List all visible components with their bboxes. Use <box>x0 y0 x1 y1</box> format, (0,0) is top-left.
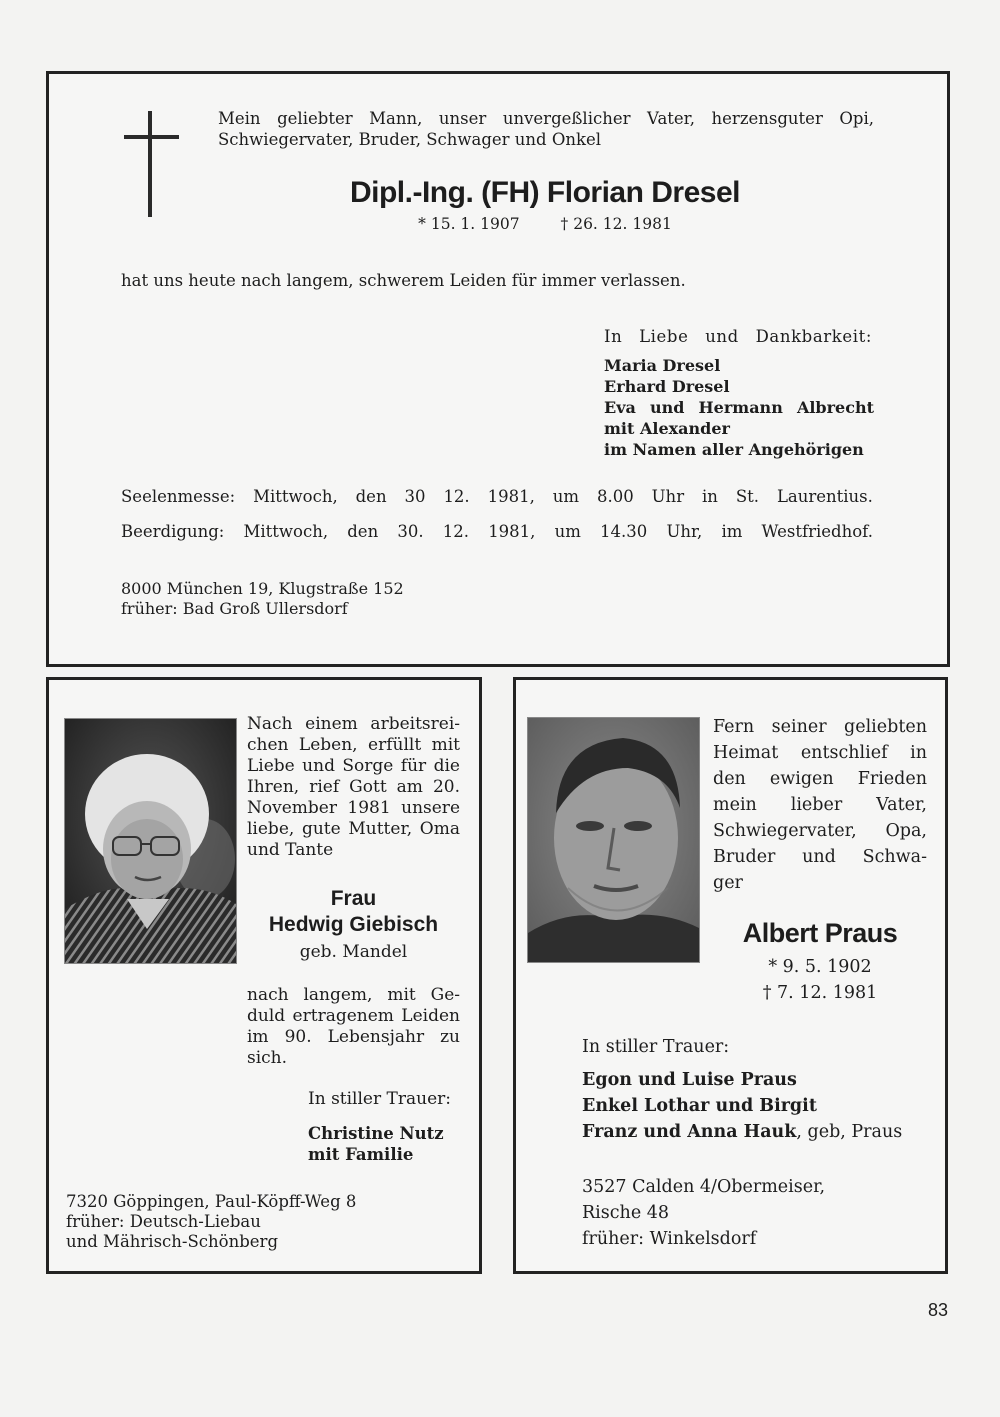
requiem-mass-line <box>121 487 873 506</box>
text-line: Ihren, rief Gott am 20. <box>247 777 460 797</box>
text-line: Bruder und Schwa- <box>713 847 927 867</box>
text-line: ger <box>713 873 743 893</box>
mourner: im Namen aller Angehörigen <box>604 440 864 459</box>
text-line: sich. <box>247 1048 288 1068</box>
service-word: 12. <box>442 522 470 541</box>
text-line: chen Leben, erfüllt mit <box>247 735 460 755</box>
mourner: Erhard Dresel <box>604 377 730 396</box>
mourner-name: Franz und Anna Hauk <box>582 1122 797 1142</box>
maiden-name: geb. Mandel <box>299 942 408 962</box>
intro-line: Schwiegervater, Bruder, Schwager und Onkel <box>218 130 602 149</box>
death-date: † 26. 12. 1981 <box>560 215 672 233</box>
mourner-name: Egon und Luise Praus <box>582 1070 797 1090</box>
service-word: 12. <box>443 487 470 506</box>
intro-line: Mein geliebter Mann, unser unvergeßlicher Vater, herzensguter Opi, <box>218 109 874 128</box>
service-word: 30 <box>404 487 426 506</box>
text-line: November 1981 unsere <box>247 798 460 818</box>
praus-intro <box>713 714 927 896</box>
service-word: um <box>554 522 581 541</box>
address-block <box>582 1174 825 1252</box>
service-word: Uhr <box>651 487 685 506</box>
deceased-name: Hedwig Giebisch <box>268 913 439 936</box>
deceased-name: Albert Praus <box>742 918 898 948</box>
address-line: früher: Deutsch-Liebau <box>66 1212 261 1231</box>
service-word: den <box>355 487 387 506</box>
mourner <box>582 1119 902 1145</box>
service-word: Westfriedhof. <box>761 522 873 541</box>
thanks-heading: In Liebe und Dankbarkeit: <box>604 327 872 346</box>
giebisch-intro <box>247 714 460 861</box>
service-word: 14.30 <box>600 522 648 541</box>
service-word: St. <box>735 487 760 506</box>
address-line: früher: Bad Groß Ullersdorf <box>121 599 348 618</box>
mourner-name: Enkel Lothar und Birgit <box>582 1096 817 1116</box>
mourning-heading: In stiller Trauer: <box>582 1037 730 1057</box>
giebisch-statement <box>247 985 460 1069</box>
cross-icon-bar <box>124 135 179 139</box>
text-line: und Tante <box>247 840 334 860</box>
intro-text <box>218 108 874 150</box>
text-line: liebe, gute Mutter, Oma <box>247 819 460 839</box>
text-line: duld ertragenem Leiden <box>247 1006 460 1026</box>
service-word: Mittwoch, <box>243 522 329 541</box>
page-number: 83 <box>927 1300 948 1320</box>
mourner <box>582 1067 902 1093</box>
address-line: 3527 Calden 4/Obermeiser, <box>582 1177 826 1197</box>
portrait-photo-giebisch <box>64 718 237 964</box>
woman-portrait-icon <box>65 719 236 963</box>
birth-date: * 15. 1. 1907 <box>418 215 520 233</box>
service-word: Seelenmesse: <box>121 487 236 506</box>
life-dates <box>200 215 890 233</box>
mourner: Christine Nutz <box>308 1124 444 1143</box>
address-block <box>121 579 404 619</box>
service-word: Uhr, <box>666 522 703 541</box>
text-line: mein lieber Vater, <box>713 795 927 815</box>
text-line: Schwiegervater, Opa, <box>713 821 927 841</box>
portrait-photo-praus <box>527 717 700 963</box>
title-prefix: Frau <box>330 887 377 910</box>
address-line: 7320 Göppingen, Paul-Köpff-Weg 8 <box>66 1192 357 1211</box>
address-block <box>66 1192 356 1252</box>
mourners-list <box>604 355 874 460</box>
address-line: früher: Winkelsdorf <box>582 1229 757 1249</box>
address-line: Rische 48 <box>582 1203 670 1223</box>
mourners-list <box>582 1067 902 1145</box>
deceased-name: Dipl.-Ing. (FH) Florian Dresel <box>349 176 740 209</box>
service-word: 1981, <box>488 522 536 541</box>
mourner: Eva und Hermann Albrecht <box>604 398 874 417</box>
mourner: mit Alexander <box>604 419 730 438</box>
burial-line <box>121 522 873 541</box>
text-line: Fern seiner geliebten <box>713 717 927 737</box>
mourners-list <box>308 1123 444 1165</box>
service-word: Beerdigung: <box>121 522 225 541</box>
service-word: 8.00 <box>596 487 634 506</box>
service-word: um <box>552 487 580 506</box>
death-date: † 7. 12. 1981 <box>762 983 878 1003</box>
service-word: Laurentius. <box>776 487 873 506</box>
mourning-heading: In stiller Trauer: <box>308 1089 451 1109</box>
address-line: 8000 München 19, Klugstraße 152 <box>121 579 404 598</box>
service-word: den <box>347 522 379 541</box>
text-line: den ewigen Frieden <box>713 769 927 789</box>
text-line: Heimat entschlief in <box>713 743 927 763</box>
address-line: und Mährisch-Schönberg <box>66 1232 279 1251</box>
man-portrait-icon <box>528 718 699 962</box>
service-word: Mittwoch, <box>253 487 338 506</box>
text-line: Liebe und Sorge für die <box>247 756 460 776</box>
service-word: 30. <box>397 522 424 541</box>
service-word: 1981, <box>487 487 535 506</box>
mourner: mit Familie <box>308 1145 414 1164</box>
mourner: Maria Dresel <box>604 356 721 375</box>
death-statement: hat uns heute nach langem, schwerem Leiden für immer verlassen. <box>121 271 686 290</box>
mourner <box>582 1093 902 1119</box>
mourner-note: , geb, Praus <box>796 1122 903 1142</box>
birth-date: * 9. 5. 1902 <box>768 957 872 977</box>
text-line: Nach einem arbeitsrei- <box>247 714 460 734</box>
service-word: in <box>702 487 718 506</box>
text-line: im 90. Lebensjahr zu <box>247 1027 460 1047</box>
life-dates <box>730 954 910 1006</box>
cross-icon <box>148 111 152 217</box>
text-line: nach langem, mit Ge- <box>247 985 460 1005</box>
service-word: im <box>721 522 743 541</box>
giebisch-name-block <box>247 886 460 938</box>
